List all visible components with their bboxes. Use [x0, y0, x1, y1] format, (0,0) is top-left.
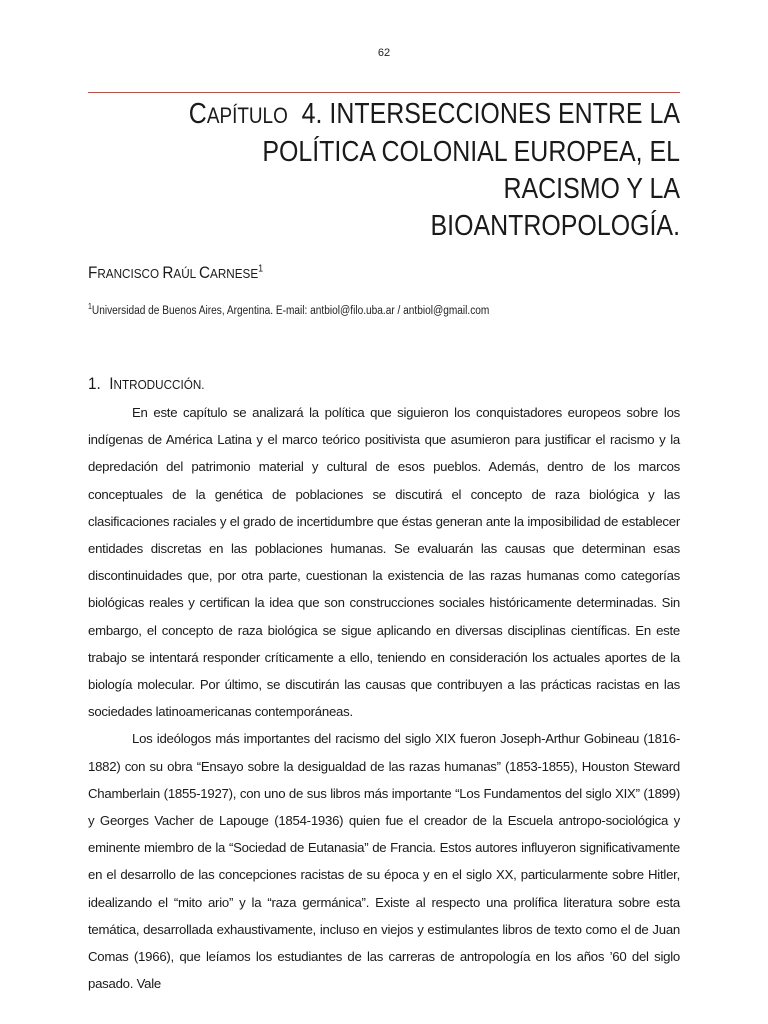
author-name: FRANCISCO RAÚL CARNESE$^1$ [88, 263, 264, 282]
paragraph-1: En este capítulo se analizará la política que siguieron los conquistadores europeos sobre los indígenas de América Latina y el marco teórico positivista que asumieron para justificar el racismo y la depredación del patrimonio material y cultural de esos pueblos. Además, dentro de los marcos conceptuales de la genética de poblaciones se discutirá el concepto de raza biológica y las clasificaciones raciales y el grado de incertidumbre que éstas generan ante la imposibilidad de establecer entidades discretas en las poblaciones humanas. Se evaluarán las causas que determinan esas discontinuidades que, por otra parte, cuestionan la existencia de las razas humanas como categorías biológicas reales y certifican la idea que son construcciones sociales históricamente determinadas. Sin embargo, el concepto de raza biológica se sigue aplicando en diversas disciplinas científicas. En este trabajo se intentará responder críticamente a ello, teniendo en consideración los actuales aportes de la biología molecular. Por último, se discutirán las causas que contribuyen a las prácticas racistas en las sociedades latinoamericanas contemporáneas. [88, 405, 680, 720]
page-number: 62 [377, 47, 391, 59]
chapter-title-line-2: POLÍTICA COLONIAL EUROPEA, EL RACISMO Y LA [262, 136, 680, 205]
chapter-title [171, 96, 680, 245]
section-heading: 1. INTRODUCCIÓN. [88, 374, 205, 393]
chapter-title-line-1: CAPÍTULO 4. INTERSECCIONES ENTRE LA [188, 98, 680, 130]
paragraph-2: Los ideólogos más importantes del racismo del siglo XIX fueron Joseph-Arthur Gobineau (1816-1882) con su obra “Ensayo sobre la desigualdad de las razas humanas” (1853-1855), Houston Steward Chamberlain (1855-1927), con uno de sus libros más importante “Los Fundamentos del siglo XIX” (1899) y Georges Vacher de Lapouge (1854-1936) quien fue el creador de la Escuela antropo-sociológica y eminente miembro de la “Sociedad de Eutanasia” de Francia. Estos autores influyeron significativamente en el desarrollo de las concepciones racistas de su época y en el siglo XX, particularmente sobre Hitler, idealizando el “mito ario” y la “raza germánica”. Existe al respecto una prolífica literatura sobre esta temática, desarrollada exhaustivamente, incluso en viejos y estimulantes libros de texto como el de Juan Comas (1966), que leíamos los estudiantes de las carreras de antropología en los años ’60 del siglo pasado. Vale [88, 731, 680, 992]
author-footnote-marker: 1 [258, 263, 264, 275]
author-affiliation: $^1$Universidad de Buenos Aires, Argentina. E-mail: antbiol@filo.uba.ar / antbiol@gmail.com [88, 302, 490, 317]
chapter-title-line-3: BIOANTROPOLOGÍA. [430, 210, 680, 242]
header-rule [88, 92, 680, 93]
body-text [88, 399, 680, 997]
